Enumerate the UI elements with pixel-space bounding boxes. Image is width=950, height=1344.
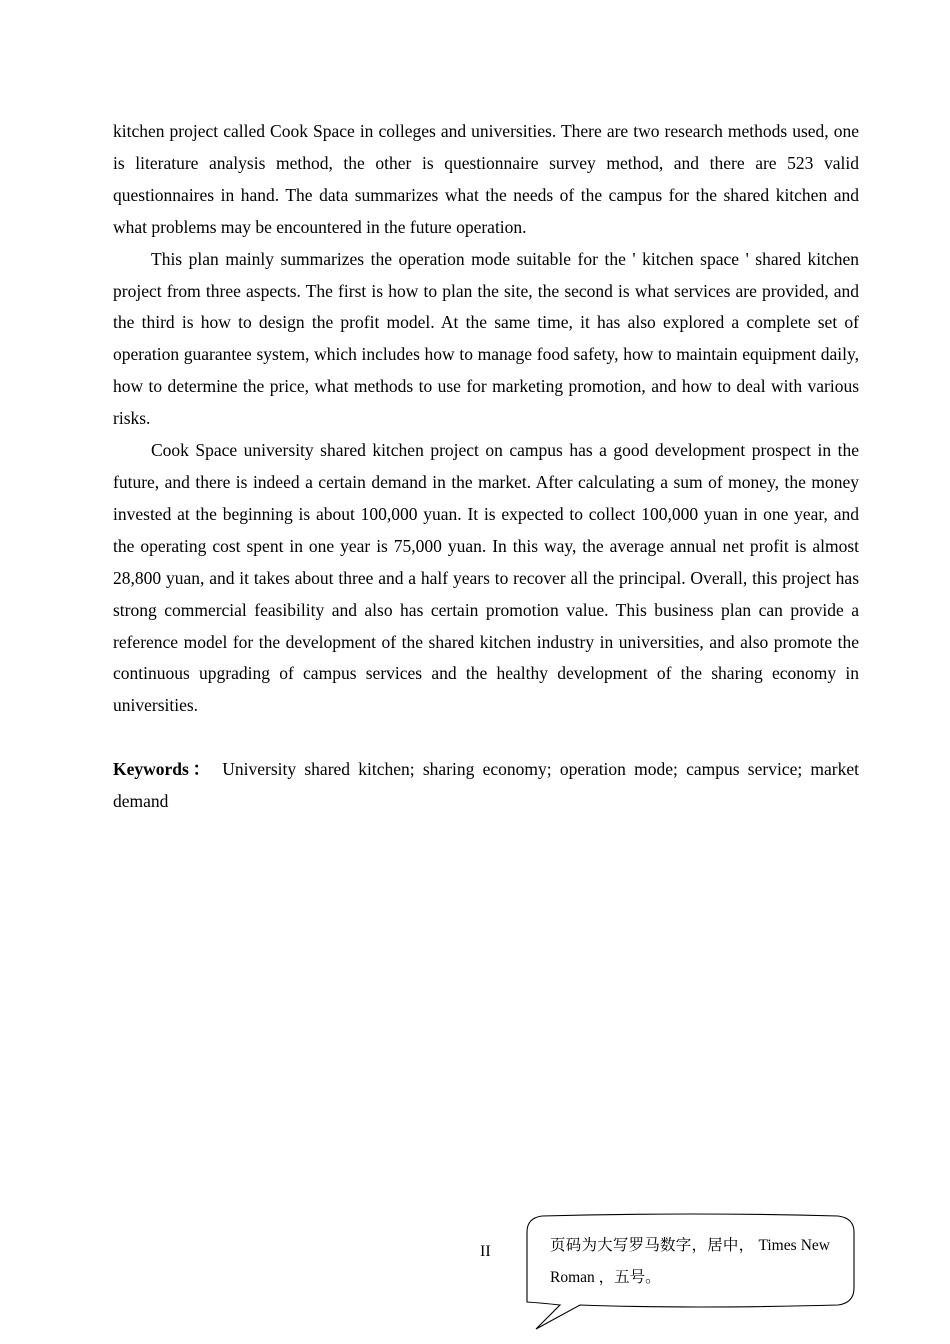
abstract-body [113, 116, 859, 818]
comment-callout [520, 1210, 865, 1336]
page-number: II [480, 1243, 491, 1260]
keywords-label: Keywords： [113, 759, 215, 780]
paragraph-2: This plan mainly summarizes the operation mode suitable for the ' kitchen space ' shared kitchen project from three aspects. The first is how to plan the site, the second is what services are provided, and the third is how to design the profit model. At the same time, it has also explored a complete set of operation guarantee system, which includes how to manage food safety, how to maintain equipment daily, how to determine the price, what methods to use for marketing promotion, and how to deal with various risks. [113, 248, 859, 429]
paragraph-3: Cook Space university shared kitchen project on campus has a good development prospect in the future, and there is indeed a certain demand in the market. After calculating a sum of money, the money invested at the beginning is about 100,000 yuan. It is expected to collect 100,000 yuan in one year, and the operating cost spent in one year is 75,000 yuan. In this way, the average annual net profit is almost 28,800 yuan, and it takes about three and a half years to recover all the principal. Overall, this project has strong commercial feasibility and also has certain promotion value. This business plan can provide a reference model for the development of the shared kitchen industry in universities, and also promote the continuous upgrading of campus services and the healthy development of the sharing economy in universities. [113, 440, 859, 716]
callout-text: 页码为大写罗马数字，居中， Times New Roman ，五号。 [550, 1237, 830, 1286]
keywords-text: University shared kitchen; sharing economy; operation mode; campus service; market demand [113, 759, 860, 812]
keywords-line [113, 754, 859, 818]
paragraph-1: kitchen project called Cook Space in colleges and universities. There are two research methods used, one is literature analysis method, the other is questionnaire survey method, and there are 523 valid questionnaires in hand. The data summarizes what the needs of the campus for the shared kitchen and what problems may be encountered in the future operation. [113, 121, 859, 237]
